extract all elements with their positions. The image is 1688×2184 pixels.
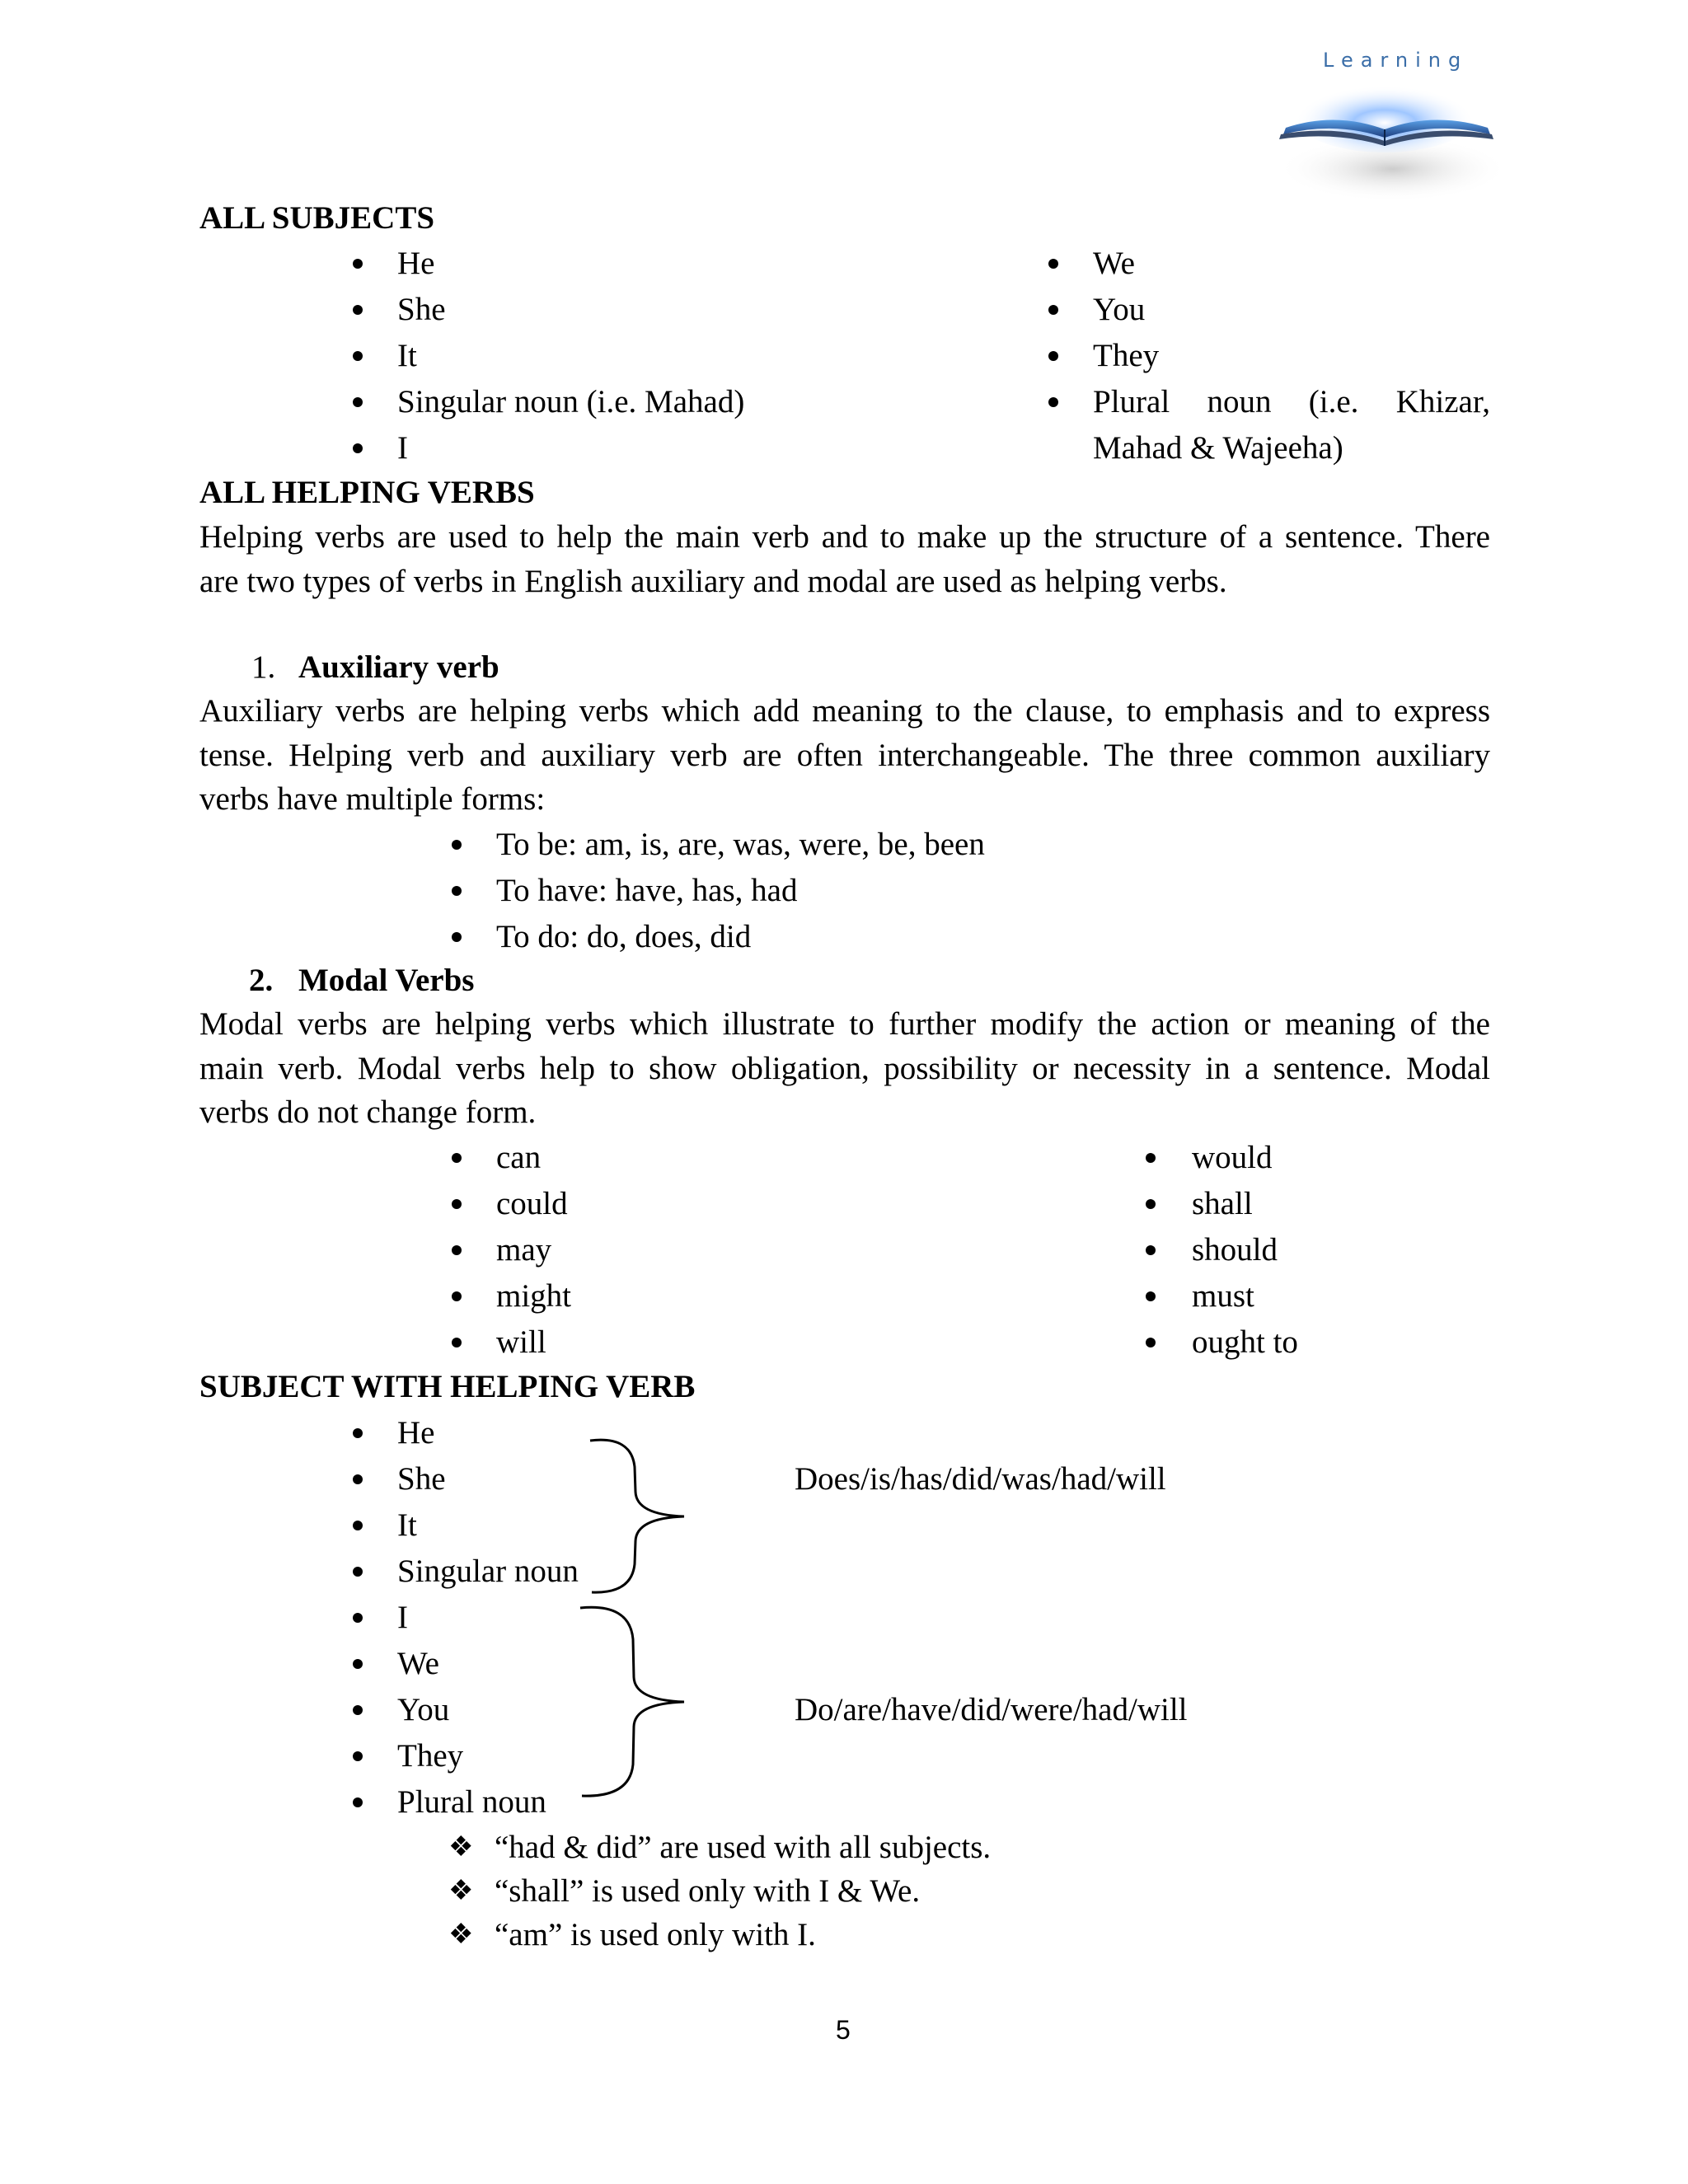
list-item: You: [397, 1692, 450, 1727]
list-item: I: [397, 1600, 408, 1635]
bullet-icon: [353, 1567, 363, 1577]
list-item: could: [496, 1186, 568, 1221]
heading-all-subjects: ALL SUBJECTS: [199, 200, 435, 236]
learning-logo: [1269, 45, 1508, 202]
diamond-bullet-icon: ❖: [448, 1919, 474, 1950]
group2-helping-verbs: Do/are/have/did/were/had/will: [795, 1692, 1188, 1727]
right-brace-icon: [577, 1434, 701, 1599]
note-item: “shall” is used only with I & We.: [495, 1873, 921, 1909]
modal-number: 2.: [249, 963, 274, 998]
bullet-icon: [353, 1797, 363, 1807]
diamond-bullet-icon: ❖: [448, 1876, 474, 1906]
bullet-icon: [353, 443, 363, 453]
list-item: Singular noun (i.e. Mahad): [397, 384, 745, 419]
list-item: To be: am, is, are, was, were, be, been: [496, 827, 985, 862]
bullet-icon: [1048, 259, 1058, 269]
list-item: To have: have, has, had: [496, 873, 798, 908]
bullet-icon: [1146, 1199, 1156, 1209]
bullet-icon: [353, 351, 363, 361]
bullet-icon: [1146, 1153, 1156, 1163]
list-item: I: [397, 430, 408, 466]
list-item: Singular noun: [397, 1554, 579, 1589]
heading-all-helping-verbs: ALL HELPING VERBS: [199, 475, 535, 510]
list-item: To do: do, does, did: [496, 919, 752, 954]
list-item: may: [496, 1232, 552, 1268]
list-item-line: Mahad & Wajeeha): [1093, 430, 1343, 466]
bullet-icon: [353, 1474, 363, 1484]
paragraph-line: main verb. Modal verbs help to show obligation, possibility or necessity in a sentence. Modal: [199, 1050, 1490, 1086]
bullet-icon: [353, 1428, 363, 1438]
list-item: Plural noun: [397, 1784, 546, 1820]
auxiliary-number: 1.: [251, 649, 276, 685]
bullet-icon: [1146, 1245, 1156, 1255]
logo-text: Learning: [1323, 49, 1469, 72]
bullet-icon: [1048, 305, 1058, 315]
paragraph-line: Auxiliary verbs are helping verbs which add meaning to the clause, to emphasis and to express: [199, 693, 1490, 729]
list-item: will: [496, 1324, 546, 1360]
note-item: “am” is used only with I.: [495, 1917, 816, 1952]
list-item: [1093, 383, 1490, 467]
list-item: She: [397, 292, 446, 327]
note-item: “had & did” are used with all subjects.: [495, 1830, 992, 1865]
list-item: can: [496, 1140, 542, 1175]
bullet-icon: [353, 1521, 363, 1530]
bullet-icon: [353, 259, 363, 269]
paragraph-line: Helping verbs are used to help the main verb and to make up the structure of a sentence. There: [199, 519, 1490, 555]
list-item: You: [1093, 292, 1146, 327]
paragraph-line: Modal verbs are helping verbs which illustrate to further modify the action or meaning of the: [199, 1006, 1490, 1042]
bullet-icon: [452, 1291, 462, 1301]
right-brace-icon: [577, 1603, 701, 1801]
list-item: It: [397, 338, 417, 373]
diamond-bullet-icon: ❖: [448, 1832, 474, 1863]
bullet-icon: [353, 1659, 363, 1669]
list-item: ought to: [1192, 1324, 1298, 1360]
modal-title: Modal Verbs: [298, 963, 475, 998]
bullet-icon: [452, 840, 462, 850]
bullet-icon: [1146, 1291, 1156, 1301]
bullet-icon: [452, 1338, 462, 1347]
modal-description: [199, 1002, 1490, 1135]
bullet-icon: [1146, 1338, 1156, 1347]
list-item: He: [397, 246, 435, 281]
bullet-icon: [353, 1613, 363, 1623]
list-item: shall: [1192, 1186, 1253, 1221]
group1-helping-verbs: Does/is/has/did/was/had/will: [795, 1461, 1166, 1497]
bullet-icon: [1048, 397, 1058, 407]
list-item: would: [1192, 1140, 1273, 1175]
bullet-icon: [452, 1153, 462, 1163]
auxiliary-description: [199, 689, 1490, 822]
list-item: He: [397, 1415, 435, 1451]
paragraph-line: tense. Helping verb and auxiliary verb are often interchangeable. The three common auxiliary: [199, 737, 1490, 773]
bullet-icon: [452, 886, 462, 896]
list-item: might: [496, 1278, 572, 1314]
heading-subject-with-helping-verb: SUBJECT WITH HELPING VERB: [199, 1369, 696, 1404]
list-item: They: [1093, 338, 1160, 373]
auxiliary-title: Auxiliary verb: [298, 649, 499, 685]
list-item: They: [397, 1738, 464, 1774]
bullet-icon: [452, 1245, 462, 1255]
list-item: She: [397, 1461, 446, 1497]
page-number: 5: [836, 2015, 851, 2045]
list-item: must: [1192, 1278, 1254, 1314]
bullet-icon: [353, 305, 363, 315]
bullet-icon: [452, 1199, 462, 1209]
bullet-icon: [353, 1751, 363, 1761]
list-item: It: [397, 1507, 417, 1543]
bullet-icon: [452, 932, 462, 942]
list-item-line: Plural noun (i.e. Khizar,: [1093, 384, 1490, 419]
list-item: We: [397, 1646, 439, 1681]
paragraph-line: verbs have multiple forms:: [199, 781, 546, 817]
bullet-icon: [353, 397, 363, 407]
bullet-icon: [353, 1705, 363, 1715]
list-item: We: [1093, 246, 1135, 281]
list-item: should: [1192, 1232, 1278, 1268]
helping-verbs-intro: [199, 515, 1490, 603]
paragraph-line: verbs do not change form.: [199, 1094, 537, 1130]
paragraph-line: are two types of verbs in English auxiliary and modal are used as helping verbs.: [199, 563, 1227, 599]
bullet-icon: [1048, 351, 1058, 361]
